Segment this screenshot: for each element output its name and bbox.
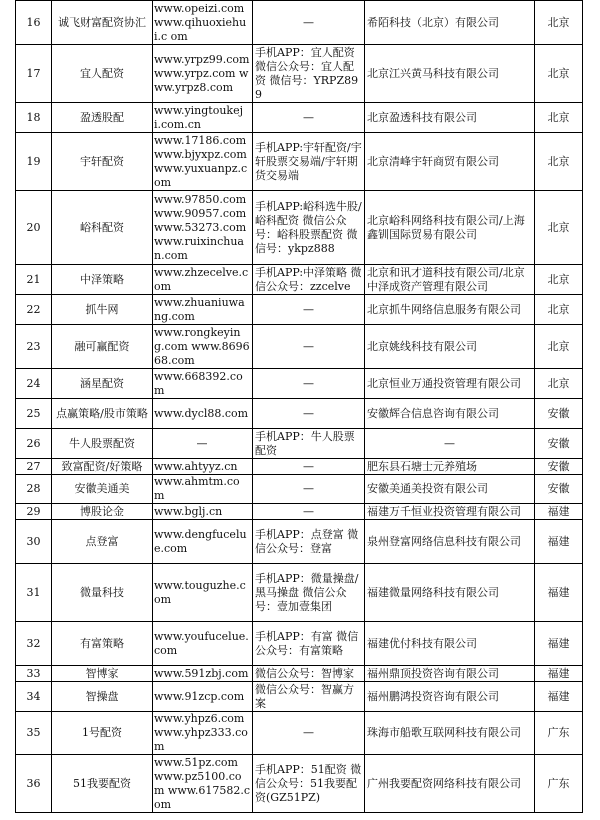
- website: www.51pz.com www.pz5100.com www.617582.com: [153, 755, 253, 813]
- table-row: [16, 369, 583, 399]
- row-number: 34: [16, 682, 52, 712]
- table-row: [16, 191, 583, 265]
- region: 安徽: [535, 459, 583, 475]
- row-number: 27: [16, 459, 52, 475]
- website: www.opeizi.com www.qihuoxiehui.c om: [153, 1, 253, 45]
- platform-name: 宜人配资: [52, 45, 153, 103]
- table-row: [16, 564, 583, 622]
- website: www.zhuaniuwang.com: [153, 295, 253, 325]
- app-wechat: —: [253, 325, 365, 369]
- website: www.yingtoukeji.com.cn: [153, 103, 253, 133]
- platform-name: 融可赢配资: [52, 325, 153, 369]
- row-number: 16: [16, 1, 52, 45]
- company-name: 珠海市船歌互联网科技有限公司: [365, 712, 535, 755]
- app-wechat: —: [253, 459, 365, 475]
- platform-name: 智博家: [52, 666, 153, 682]
- platform-name: 宇轩配资: [52, 133, 153, 191]
- row-number: 36: [16, 755, 52, 813]
- platform-name: 中泽策略: [52, 265, 153, 295]
- table-row: [16, 520, 583, 564]
- website: www.ahtyyz.cn: [153, 459, 253, 475]
- platform-name: 1号配资: [52, 712, 153, 755]
- website: www.dycl88.com: [153, 399, 253, 429]
- website: www.yrpz99.com www.yrpz.com www.yrpz8.com: [153, 45, 253, 103]
- row-number: 17: [16, 45, 52, 103]
- app-wechat: 手机APP:中泽策略 微信公众号：zzcelve: [253, 265, 365, 295]
- website: —: [153, 429, 253, 459]
- website: www.17186.com www.bjyxpz.com www.yuxuanpz.com: [153, 133, 253, 191]
- region: 安徽: [535, 475, 583, 504]
- company-name: 福建优付科技有限公司: [365, 622, 535, 666]
- company-name: —: [365, 429, 535, 459]
- app-wechat: —: [253, 103, 365, 133]
- region: 广东: [535, 755, 583, 813]
- platform-name: 抓牛网: [52, 295, 153, 325]
- website: www.668392.com: [153, 369, 253, 399]
- app-wechat: —: [253, 1, 365, 45]
- app-wechat: —: [253, 712, 365, 755]
- table-row: [16, 475, 583, 504]
- company-name: 北京盈透科技有限公司: [365, 103, 535, 133]
- platform-name: 博股论金: [52, 504, 153, 520]
- region: 福建: [535, 520, 583, 564]
- website: www.touguzhe.com: [153, 564, 253, 622]
- region: 北京: [535, 103, 583, 133]
- website: www.yhpz6.com www.yhpz333.com: [153, 712, 253, 755]
- company-name: 北京清峰宇轩商贸有限公司: [365, 133, 535, 191]
- app-wechat: 手机APP：有富 微信公众号：有富策略: [253, 622, 365, 666]
- company-name: 安徽辉合信息咨询有限公司: [365, 399, 535, 429]
- platform-table: [15, 0, 583, 813]
- row-number: 30: [16, 520, 52, 564]
- company-name: 福州鹏鸿投资咨询有限公司: [365, 682, 535, 712]
- website: www.97850.com www.90957.com www.53273.com www.ruixinchuan.com: [153, 191, 253, 265]
- app-wechat: 手机APP：51配资 微信公众号：51我要配资(GZ51PZ): [253, 755, 365, 813]
- website: www.591zbj.com: [153, 666, 253, 682]
- company-name: 北京和讯才道科技有限公司/北京中泽成资产管理有限公司: [365, 265, 535, 295]
- company-name: 福州鼎顶投资咨询有限公司: [365, 666, 535, 682]
- row-number: 18: [16, 103, 52, 133]
- company-name: 福建万千恒业投资管理有限公司: [365, 504, 535, 520]
- company-name: 希陌科技（北京）有限公司: [365, 1, 535, 45]
- region: 广东: [535, 712, 583, 755]
- website: www.91zcp.com: [153, 682, 253, 712]
- app-wechat: —: [253, 504, 365, 520]
- platform-name: 盈透股配: [52, 103, 153, 133]
- table-row: [16, 429, 583, 459]
- row-number: 35: [16, 712, 52, 755]
- region: 福建: [535, 622, 583, 666]
- platform-name: 智操盘: [52, 682, 153, 712]
- region: 福建: [535, 682, 583, 712]
- row-number: 31: [16, 564, 52, 622]
- platform-name: 51我要配资: [52, 755, 153, 813]
- region: 北京: [535, 1, 583, 45]
- website: www.dengfucelue.com: [153, 520, 253, 564]
- region: 北京: [535, 265, 583, 295]
- table-row: [16, 103, 583, 133]
- platform-name: 致富配资/好策略: [52, 459, 153, 475]
- table-row: [16, 265, 583, 295]
- website: www.rongkeying.com www.869668.com: [153, 325, 253, 369]
- region: 北京: [535, 45, 583, 103]
- platform-name: 牛人股票配资: [52, 429, 153, 459]
- app-wechat: 微信公众号：智博家: [253, 666, 365, 682]
- platform-name: 涵星配资: [52, 369, 153, 399]
- table-row: [16, 399, 583, 429]
- region: 北京: [535, 325, 583, 369]
- region: 北京: [535, 133, 583, 191]
- table-row: [16, 133, 583, 191]
- table-row: [16, 325, 583, 369]
- company-name: 北京峪科网络科技有限公司/上海鑫钏国际贸易有限公司: [365, 191, 535, 265]
- app-wechat: —: [253, 295, 365, 325]
- platform-name: 有富策略: [52, 622, 153, 666]
- region: 北京: [535, 191, 583, 265]
- company-name: 安徽美通美投资有限公司: [365, 475, 535, 504]
- company-name: 北京姚线科技有限公司: [365, 325, 535, 369]
- row-number: 29: [16, 504, 52, 520]
- app-wechat: 手机APP：微量操盘/黑马操盘 微信公众号：壹加壹集团: [253, 564, 365, 622]
- table-row: [16, 755, 583, 813]
- platform-name: 诚飞财富配资协汇: [52, 1, 153, 45]
- platform-name: 点赢策略/股市策略: [52, 399, 153, 429]
- row-number: 19: [16, 133, 52, 191]
- region: 安徽: [535, 399, 583, 429]
- region: 福建: [535, 564, 583, 622]
- table-row: [16, 712, 583, 755]
- website: www.zhzecelve.com: [153, 265, 253, 295]
- row-number: 23: [16, 325, 52, 369]
- app-wechat: —: [253, 369, 365, 399]
- table-row: [16, 666, 583, 682]
- app-wechat: 手机APP：宜人配资 微信公众号：宜人配资 微信号：YRPZ899: [253, 45, 365, 103]
- app-wechat: 手机APP:宇轩配资/宇轩股票交易端/宇轩期货交易端: [253, 133, 365, 191]
- row-number: 25: [16, 399, 52, 429]
- company-name: 北京抓牛网络信息服务有限公司: [365, 295, 535, 325]
- region: 北京: [535, 295, 583, 325]
- website: www.ahmtm.com: [153, 475, 253, 504]
- company-name: 广州我要配资网络科技有限公司: [365, 755, 535, 813]
- app-wechat: 手机APP:峪科选牛股/峪科配资 微信公众号：峪科股票配资 微信号：ykpz888: [253, 191, 365, 265]
- app-wechat: —: [253, 475, 365, 504]
- table-row: [16, 295, 583, 325]
- website: www.youfucelue.com: [153, 622, 253, 666]
- table-row: [16, 459, 583, 475]
- region: 福建: [535, 666, 583, 682]
- company-name: 泉州登富网络信息科技有限公司: [365, 520, 535, 564]
- platform-name: 点登富: [52, 520, 153, 564]
- table-row: [16, 622, 583, 666]
- row-number: 26: [16, 429, 52, 459]
- app-wechat: —: [253, 399, 365, 429]
- region: 北京: [535, 369, 583, 399]
- row-number: 24: [16, 369, 52, 399]
- company-name: 北京江兴黄马科技有限公司: [365, 45, 535, 103]
- region: 安徽: [535, 429, 583, 459]
- table-row: [16, 682, 583, 712]
- app-wechat: 手机APP：点登富 微信公众号：登富: [253, 520, 365, 564]
- website: www.bglj.cn: [153, 504, 253, 520]
- region: 福建: [535, 504, 583, 520]
- table-row: [16, 1, 583, 45]
- row-number: 32: [16, 622, 52, 666]
- row-number: 21: [16, 265, 52, 295]
- platform-name: 安徽美通美: [52, 475, 153, 504]
- table-row: [16, 45, 583, 103]
- table-row: [16, 504, 583, 520]
- app-wechat: 手机APP：牛人股票配资: [253, 429, 365, 459]
- platform-name: 微量科技: [52, 564, 153, 622]
- row-number: 33: [16, 666, 52, 682]
- row-number: 28: [16, 475, 52, 504]
- platform-name: 峪科配资: [52, 191, 153, 265]
- company-name: 北京恒业万通投资管理有限公司: [365, 369, 535, 399]
- app-wechat: 微信公众号：智赢方案: [253, 682, 365, 712]
- company-name: 肥东县石塘士元养殖场: [365, 459, 535, 475]
- row-number: 22: [16, 295, 52, 325]
- company-name: 福建微量网络科技有限公司: [365, 564, 535, 622]
- row-number: 20: [16, 191, 52, 265]
